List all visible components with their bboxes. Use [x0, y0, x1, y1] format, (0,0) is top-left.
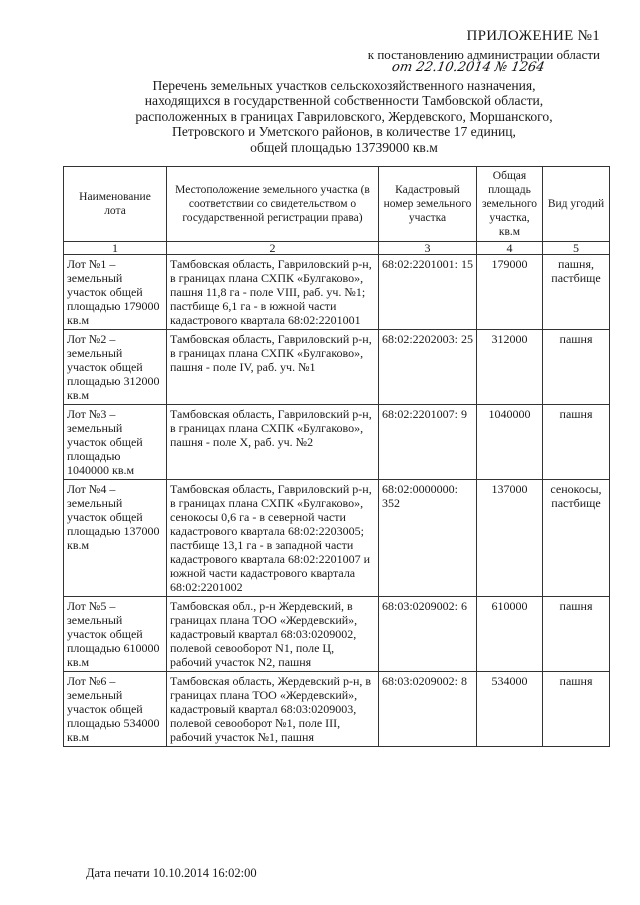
location-cell: Тамбовская область, Гавриловский р-н, в границах плана СХПК «Булгаково», пашня 11,8 га - поле VIII, раб. уч. №1; пастбище 6,1 га - в южной части кадастрового квартала 68:02:2201001: [167, 255, 379, 330]
column-header-cadastral: Кадастровый номер земельного участка: [379, 167, 477, 242]
cadastral-cell: 68:02:2201007: 9: [379, 405, 477, 480]
column-header-location: Местоположение земельного участка (в соответствии со свидетельством о государственной регистрации права): [167, 167, 379, 242]
title-line: общей площадью 13739000 кв.м: [250, 139, 438, 155]
column-header-lot: Наименование лота: [64, 167, 167, 242]
table-row: [64, 255, 610, 330]
lot-name-cell: Лот №2 – земельный участок общей площадью 312000 кв.м: [64, 330, 167, 405]
land-use-cell: пашня, пастбище: [543, 255, 610, 330]
column-number: 3: [379, 242, 477, 255]
lot-name-cell: Лот №3 – земельный участок общей площадью 1040000 кв.м: [64, 405, 167, 480]
location-cell: Тамбовская область, Гавриловский р-н, в границах плана СХПК «Булгаково», пашня - поле IV, раб. уч. №1: [167, 330, 379, 405]
cadastral-cell: 68:02:0000000: 352: [379, 480, 477, 597]
table-row: [64, 405, 610, 480]
document-title: [84, 78, 604, 155]
area-cell: 610000: [477, 597, 543, 672]
cadastral-cell: 68:03:0209002: 8: [379, 672, 477, 747]
lot-name-cell: Лот №4 – земельный участок общей площадью 137000 кв.м: [64, 480, 167, 597]
land-use-cell: пашня: [543, 330, 610, 405]
location-cell: Тамбовская область, Жердевский р-н, в границах плана ТОО «Жердевский», кадастровый квартал 68:03:0209003, полевой севооборот №1, поле III, рабочий участок №1, пашня: [167, 672, 379, 747]
table-row: [64, 597, 610, 672]
land-use-cell: пашня: [543, 672, 610, 747]
area-cell: 312000: [477, 330, 543, 405]
table-header-row: [64, 167, 610, 242]
column-number-row: [64, 242, 610, 255]
print-date: Дата печати 10.10.2014 16:02:00: [86, 866, 257, 880]
appendix-heading: ПРИЛОЖЕНИЕ №1: [466, 28, 600, 44]
location-cell: Тамбовская область, Гавриловский р-н, в границах плана СХПК «Булгаково», сенокосы 0,6 га - в северной части кадастрового квартала 68:02:2203005; пастбище 13,1 га - в западной части кадастрового квартала 68:02:2201007 и южной части кадастрового квартала 68:02:2201002: [167, 480, 379, 597]
land-use-cell: пашня: [543, 597, 610, 672]
cadastral-cell: 68:03:0209002: 6: [379, 597, 477, 672]
land-use-cell: пашня: [543, 405, 610, 480]
column-header-area: Общая площадь земельного участка, кв.м: [477, 167, 543, 242]
lot-name-cell: Лот №6 – земельный участок общей площадью 534000 кв.м: [64, 672, 167, 747]
cadastral-cell: 68:02:2201001: 15: [379, 255, 477, 330]
area-cell: 534000: [477, 672, 543, 747]
column-number: 2: [167, 242, 379, 255]
column-number: 5: [543, 242, 610, 255]
title-line: Перечень земельных участков сельскохозяйственного назначения,: [152, 78, 536, 93]
decree-reference: к постановлению администрации области: [367, 47, 600, 62]
lot-name-cell: Лот №5 – земельный участок общей площадью 610000 кв.м: [64, 597, 167, 672]
title-line: расположенных в границах Гавриловского, Жердевского, Моршанского,: [135, 108, 553, 124]
column-header-land-use: Вид угодий: [543, 167, 610, 242]
table-row: [64, 672, 610, 747]
area-cell: 179000: [477, 255, 543, 330]
land-lots-table: [63, 166, 610, 747]
column-number: 4: [477, 242, 543, 255]
column-number: 1: [64, 242, 167, 255]
area-cell: 1040000: [477, 405, 543, 480]
lot-name-cell: Лот №1 – земельный участок общей площадью 179000 кв.м: [64, 255, 167, 330]
handwritten-decree-number: от 22.10.2014 № 1264: [390, 60, 546, 75]
location-cell: Тамбовская обл., р-н Жердевский, в границах плана ТОО «Жердевский», кадастровый квартал 68:03:0209002, полевой севооборот N1, поле Ц, рабочий участок N2, пашня: [167, 597, 379, 672]
title-line: Петровского и Уметского районов, в количестве 17 единиц,: [172, 124, 516, 140]
table-row: [64, 330, 610, 405]
area-cell: 137000: [477, 480, 543, 597]
cadastral-cell: 68:02:2202003: 25: [379, 330, 477, 405]
land-use-cell: сенокосы, пастбище: [543, 480, 610, 597]
title-line: находящихся в государственной собственности Тамбовской области,: [144, 93, 544, 109]
table-row: [64, 480, 610, 597]
location-cell: Тамбовская область, Гавриловский р-н, в границах плана СХПК «Булгаково», пашня - поле X, раб. уч. №2: [167, 405, 379, 480]
